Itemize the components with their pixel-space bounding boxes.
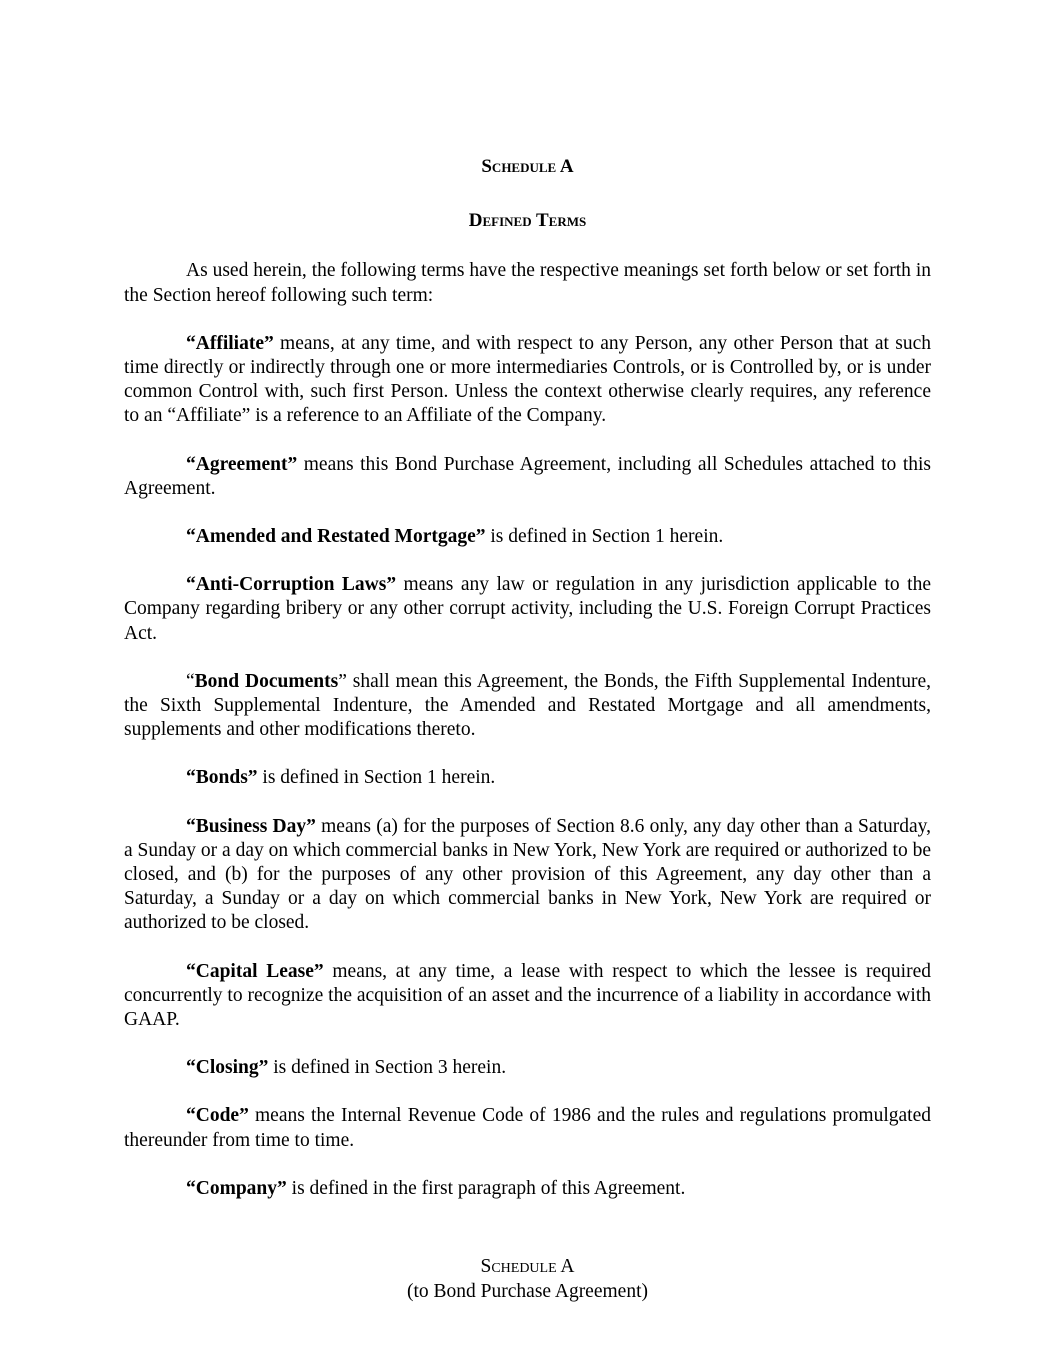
definition-paragraph (124, 525, 931, 549)
close-quote: ” (239, 1105, 249, 1127)
open-quote: “ (186, 453, 196, 475)
definition-term (186, 816, 316, 837)
footer-agreement-label: (to Bond Purchase Agreement) (407, 1280, 648, 1302)
definition-paragraph (124, 960, 931, 1033)
term-name: Capital Lease (195, 960, 314, 982)
term-name: Company (195, 1177, 278, 1199)
close-quote: ” (475, 526, 486, 548)
intro-paragraph: As used herein, the following terms have the respective meanings set forth below or set forth in the Section hereof following such term: (124, 260, 931, 306)
definition-term (186, 671, 347, 692)
definition-term (186, 961, 324, 982)
definition-text: is defined in Section 3 herein. (268, 1057, 507, 1079)
definition-paragraph (124, 1056, 931, 1080)
definition-term (186, 767, 258, 788)
schedule-title: Schedule A (481, 156, 574, 177)
term-name: Bond Documents (194, 670, 339, 692)
close-quote: ” (386, 574, 397, 596)
close-quote: ” (313, 960, 324, 982)
definition-term (186, 333, 274, 354)
term-name: Closing (195, 1057, 259, 1079)
definition-paragraph (124, 332, 931, 429)
open-quote: “ (186, 960, 196, 982)
section-title: Defined Terms (468, 210, 587, 232)
definition-text: is defined in Section 1 herein. (485, 526, 724, 548)
close-quote: ” (247, 767, 258, 789)
close-quote: ” (277, 1177, 287, 1199)
definition-paragraph (124, 1104, 931, 1152)
definition-paragraph (124, 670, 931, 743)
definition-paragraph (124, 573, 931, 646)
definition-text: means this Bond Purchase Agreement, including all Schedules attached to this Agreement. (124, 453, 931, 499)
open-quote: “ (186, 574, 196, 596)
definition-text: means the Internal Revenue Code of 1986 and the rules and regulations promulgated thereunder from time to time. (124, 1105, 931, 1151)
definitions-list (124, 332, 931, 1201)
term-name: Code (195, 1105, 240, 1127)
definition-text: means (a) for the purposes of Section 8.6 only, any day other than a Saturday, a Sunday or a day on which commercial banks in New York, New York are required or authorized to be closed, and (b) for the purposes of any other provision of this Agreement, any day other than a Saturday, a Sunday or a day on which commercial banks in New York, New York are required or authorized to be closed. (124, 815, 931, 934)
definition-paragraph (124, 766, 931, 790)
definition-text: means, at any time, a lease with respect to which the lessee is required concurrently to recognize the acquisition of an asset and the incurrence of a liability in accordance with GAAP. (124, 960, 931, 1031)
close-quote: ” (263, 332, 274, 354)
footer-schedule-label: Schedule A (480, 1256, 575, 1277)
open-quote: “ (186, 526, 196, 548)
definition-term (186, 1105, 249, 1126)
close-quote: ” (306, 815, 316, 837)
definition-paragraph (124, 453, 931, 501)
definition-term (186, 1178, 287, 1199)
close-quote: ” (338, 670, 347, 692)
open-quote: “ (186, 332, 196, 354)
term-name: Amended and Restated Mortgage (195, 526, 476, 548)
definition-term (186, 574, 396, 595)
term-name: Agreement (195, 453, 288, 475)
definition-text: shall mean this Agreement, the Bonds, the Fifth Supplemental Indenture, the Sixth Supplemental Indenture, the Amended and Restated Mortgage and all amendments, supplements and other modifications thereto. (124, 670, 931, 741)
definition-paragraph (124, 1177, 931, 1201)
definition-text: is defined in Section 1 herein. (257, 767, 496, 789)
definition-term (186, 1057, 268, 1078)
definition-term (186, 454, 297, 475)
open-quote: “ (186, 1105, 196, 1127)
term-name: Business Day (195, 815, 307, 837)
definition-text: means any law or regulation in any jurisdiction applicable to the Company regarding bribery or any other corrupt activity, including the U.S. Foreign Corrupt Practices Act. (124, 574, 931, 644)
definition-text: is defined in the first paragraph of this Agreement. (286, 1177, 686, 1199)
definition-term (186, 526, 486, 547)
open-quote: “ (186, 670, 195, 692)
term-name: Bonds (195, 767, 248, 789)
close-quote: ” (258, 1057, 269, 1079)
term-name: Anti-Corruption Laws (195, 574, 387, 596)
document-body (124, 155, 931, 1201)
open-quote: “ (186, 767, 196, 789)
definition-text: means, at any time, and with respect to any Person, any other Person that at such time directly or indirectly through one or more intermediaries Controls, or is Controlled by, or is under common Control with, such first Person. Unless the context otherwise clearly requires, any reference to an “Affiliate” is a reference to an Affiliate of the Company. (124, 332, 931, 427)
page-footer (0, 1255, 1055, 1304)
open-quote: “ (186, 815, 196, 837)
definition-paragraph (124, 815, 931, 936)
open-quote: “ (186, 1177, 196, 1199)
open-quote: “ (186, 1057, 196, 1079)
term-name: Affiliate (195, 332, 264, 354)
close-quote: ” (287, 453, 298, 475)
